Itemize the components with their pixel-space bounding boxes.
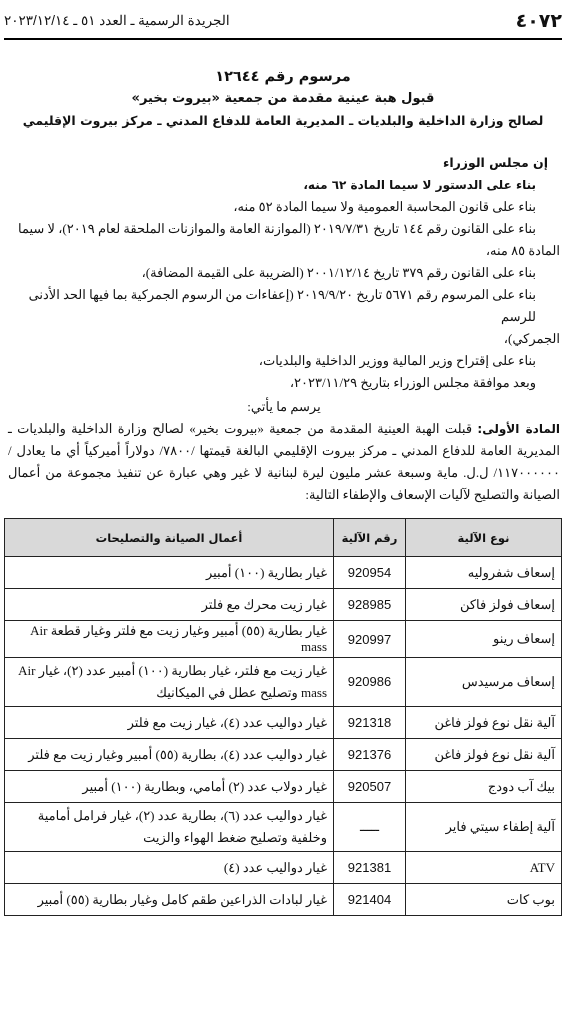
vehicle-number: 920986 — [334, 658, 406, 707]
table-row — [5, 803, 562, 852]
article-one — [8, 418, 560, 506]
vehicle-number: 921318 — [334, 707, 406, 739]
table-row — [5, 884, 562, 916]
header-vehicle-number: رقم الآلية — [334, 519, 406, 557]
table-header-row — [5, 519, 562, 557]
vehicle-number: 920954 — [334, 557, 406, 589]
budget-law-clause-cont: المادة ٨٥ منه، — [485, 243, 560, 258]
page-number: ٤٠٧٢ — [515, 10, 562, 32]
vehicle-number: 920997 — [334, 621, 406, 658]
maintenance-work: غيار دواليب عدد (٤) — [5, 852, 334, 884]
constitution-clause: بناء على الدستور لا سيما المادة ٦٢ منه، — [303, 178, 536, 192]
maintenance-work: غيار زيت محرك مع فلتر — [5, 589, 334, 621]
maintenance-work: غيار بطارية (١٠٠) أمبير — [5, 557, 334, 589]
approval-clause: وبعد موافقة مجلس الوزراء بتاريخ ٢٠٢٣/١١/٢٩، — [289, 375, 536, 390]
vehicle-number: 921404 — [334, 884, 406, 916]
vehicle-type: إسعاف شفروليه — [406, 557, 562, 589]
vehicle-type: بيك آب دودج — [406, 771, 562, 803]
table-row — [5, 589, 562, 621]
vehicle-number: 928985 — [334, 589, 406, 621]
vehicle-type: إسعاف فولز فاكن — [406, 589, 562, 621]
table-row — [5, 852, 562, 884]
page-header — [4, 4, 562, 40]
table-row — [5, 658, 562, 707]
article-one-text: قبلت الهبة العينية المقدمة من جمعية «بيروت بخير» لصالح وزارة الداخلية والبلديات ـ المديرية العامة للدفاع المدني ـ مركز بيروت الإقليمي البالغة قيمتها /٧٨٠٠/ دولاراً أميركياً أي ما يعادل /١١٧٠٠٠٠٠٠/ ل.ل. ماية وسبعة عشر مليون ليرة لبنانية لا غير وهي عبارة عن تنفيذ مجموعة من أعمال الصيانة والتصليح لآليات الإسعاف والإطفاء التالية: — [8, 421, 560, 502]
vat-law-clause: بناء على القانون رقم ٣٧٩ تاريخ ٢٠٠١/١٢/١٤ (الضريبة على القيمة المضافة)، — [141, 265, 536, 280]
maintenance-work: غيار زيت مع فلتر، غيار بطارية (١٠٠) أمبير عدد (٢)، غيار Air mass وتصليح عطل في الميكانيك — [5, 658, 334, 707]
proposal-clause: بناء على إقتراح وزير المالية ووزير الداخلية والبلديات، — [258, 353, 536, 368]
vehicle-number: ـــــ — [334, 803, 406, 852]
header-maintenance-work: أعمال الصيانة والتصليحات — [5, 519, 334, 557]
header-vehicle-type: نوع الآلية — [406, 519, 562, 557]
table-row — [5, 557, 562, 589]
decree-titles — [0, 66, 566, 132]
customs-decree-clause: بناء على المرسوم رقم ٥٦٧١ تاريخ ٢٠١٩/٩/٢٠ (إعفاءات من الرسوم الجمركية بما فيها الحد الأدنى للرسم — [28, 287, 536, 324]
vehicle-type: بوب كات — [406, 884, 562, 916]
issue-line: الجريدة الرسمية ـ العدد ٥١ ـ ٢٠٢٣/١٢/١٤ — [4, 13, 230, 28]
maintenance-work: غيار لبادات الذراعين طقم كامل وغيار بطارية (٥٥) أمبير — [5, 884, 334, 916]
council-heading: إن مجلس الوزراء — [442, 155, 548, 170]
decree-beneficiary: لصالح وزارة الداخلية والبلديات ـ المديرية العامة للدفاع المدني ـ مركز بيروت الإقليمي — [22, 113, 544, 128]
maintenance-work: غيار دواليب عدد (٦)، بطارية عدد (٢)، غيار فرامل أمامية وخلفية وتصليح ضغط الهواء والزيت — [5, 803, 334, 852]
maintenance-work: غيار بطارية (٥٥) أمبير وغيار زيت مع فلتر وغيار قطعة Air mass — [5, 621, 334, 658]
vehicle-type: آلية نقل نوع فولز فاغن — [406, 739, 562, 771]
budget-law-clause: بناء على القانون رقم ١٤٤ تاريخ ٢٠١٩/٧/٣١ (الموازنة العامة والموازنات الملحقة لعام ٢٠١٩)، لا سيما — [18, 221, 536, 236]
accounting-law-clause: بناء على قانون المحاسبة العمومية ولا سيما المادة ٥٢ منه، — [233, 199, 536, 214]
maintenance-work: غيار دولاب عدد (٢) أمامي، وبطارية (١٠٠) أمبير — [5, 771, 334, 803]
table-row — [5, 771, 562, 803]
vehicle-type: إسعاف رينو — [406, 621, 562, 658]
table-row — [5, 707, 562, 739]
vehicles-table — [4, 518, 562, 916]
vehicle-type: آلية نقل نوع فولز فاغن — [406, 707, 562, 739]
vehicle-number: 920507 — [334, 771, 406, 803]
article-one-title: المادة الأولى: — [477, 422, 561, 436]
table-row — [5, 621, 562, 658]
vehicle-type: إسعاف مرسيدس — [406, 658, 562, 707]
preamble — [8, 152, 560, 506]
table-row — [5, 739, 562, 771]
maintenance-work: غيار دواليب عدد (٤)، غيار زيت مع فلتر — [5, 707, 334, 739]
vehicle-number: 921376 — [334, 739, 406, 771]
decree-subject: قبول هبة عينية مقدمة من جمعية «بيروت بخير» — [131, 91, 435, 106]
decrees-line: يرسم ما يأتي: — [247, 399, 321, 414]
maintenance-work: غيار دواليب عدد (٤)، بطارية (٥٥) أمبير وغيار زيت مع فلتر — [5, 739, 334, 771]
customs-decree-clause-cont: الجمركي)، — [503, 331, 560, 346]
vehicle-type: ATV — [406, 852, 562, 884]
decree-number: مرسوم رقم ١٢٦٤٤ — [215, 69, 351, 85]
vehicle-number: 921381 — [334, 852, 406, 884]
vehicle-type: آلية إطفاء سيتي فاير — [406, 803, 562, 852]
